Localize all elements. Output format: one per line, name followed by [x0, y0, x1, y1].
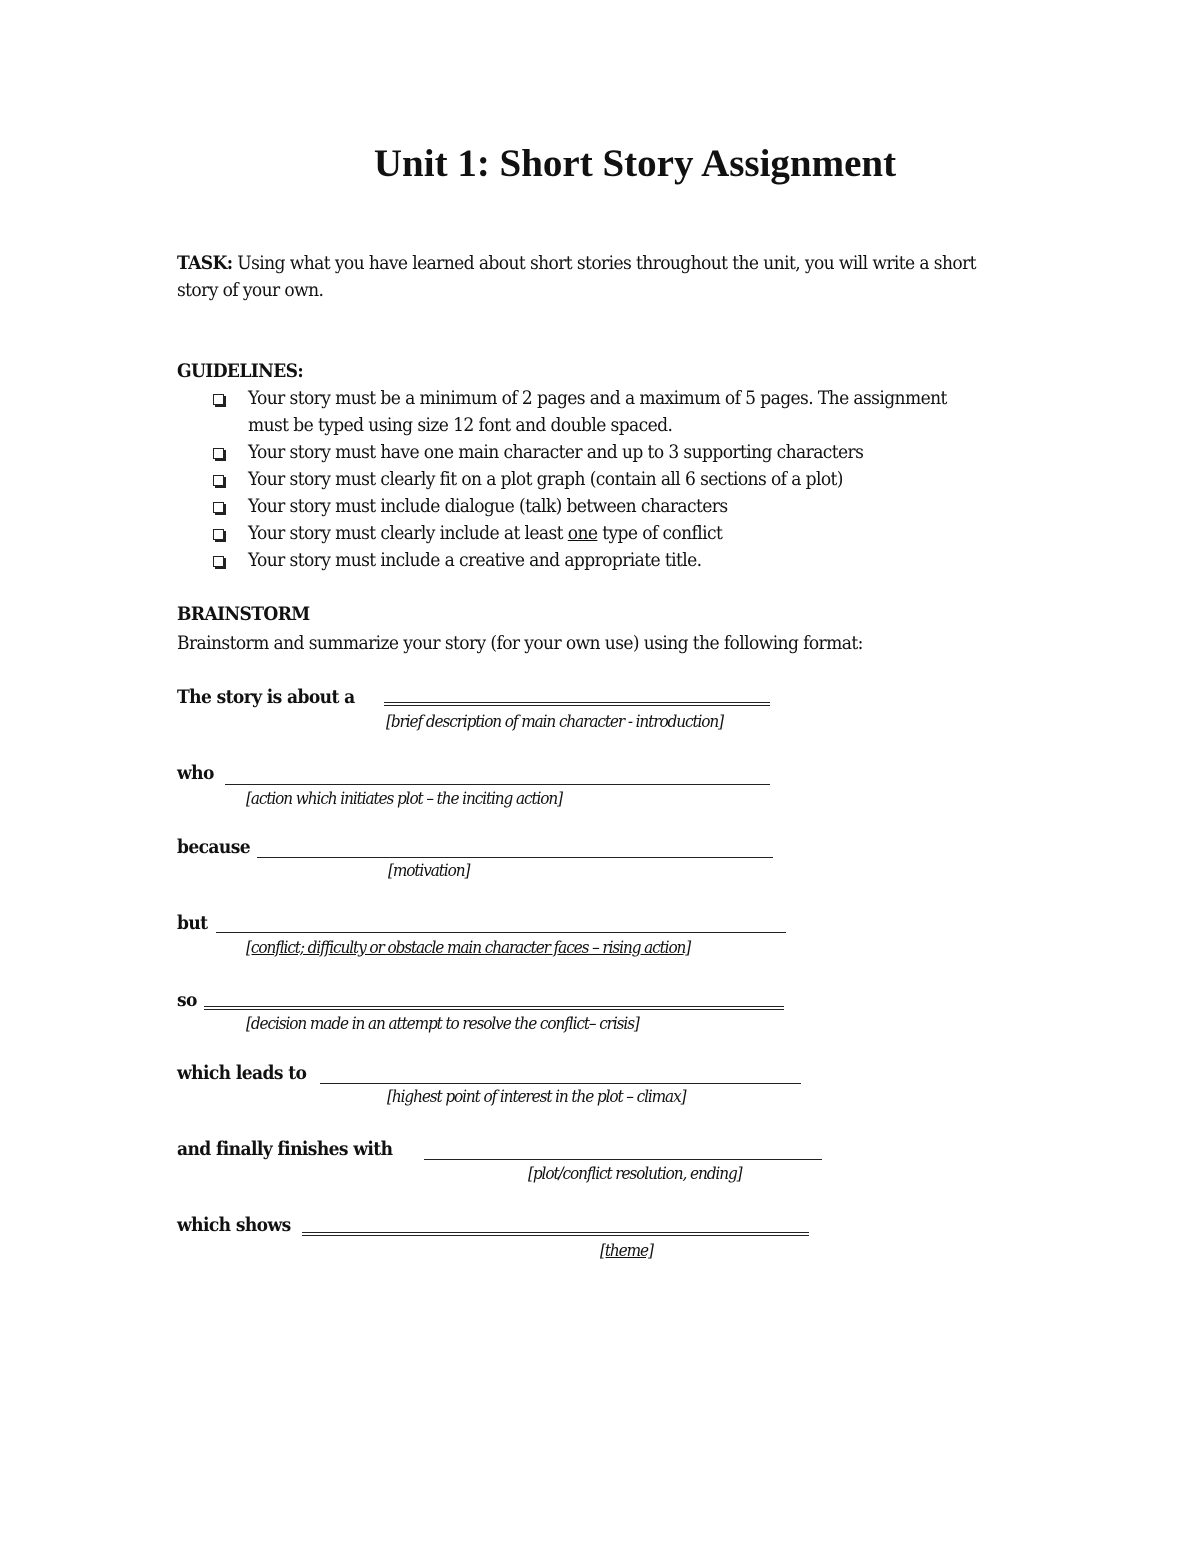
- task-text: Using what you have learned about short stories throughout the unit, you will write a short story of your own.: [177, 252, 976, 301]
- prompt-hint: [action which initiates plot – the inciting action]: [246, 789, 563, 809]
- prompt-hint: [highest point of interest in the plot – climax]: [387, 1087, 686, 1107]
- prompt-hint: [conflict; difficulty or obstacle main character faces – rising action]: [246, 938, 691, 958]
- prompt-hint: [theme]: [600, 1241, 653, 1261]
- prompt-label: but: [177, 912, 208, 934]
- checkbox-bullet-icon: [213, 502, 224, 513]
- checkbox-bullet-icon: [213, 448, 224, 459]
- prompt-label: who: [177, 762, 214, 784]
- answer-blank[interactable]: [302, 1232, 809, 1236]
- task-paragraph: [177, 250, 997, 304]
- answer-blank[interactable]: [320, 1083, 801, 1084]
- guideline-item: [212, 385, 992, 439]
- prompt-label: which leads to: [177, 1062, 307, 1084]
- guideline-text-after: type of conflict: [597, 522, 723, 544]
- guideline-text: Your story must clearly fit on a plot graph (contain all 6 sections of a plot): [248, 468, 843, 490]
- prompt-label: which shows: [177, 1214, 291, 1236]
- answer-blank[interactable]: [257, 857, 773, 858]
- prompt-hint: [plot/conflict resolution, ending]: [528, 1164, 742, 1184]
- guideline-text-before: Your story must clearly include at least: [248, 522, 568, 544]
- task-label: TASK:: [177, 252, 233, 274]
- guideline-text: Your story must have one main character and up to 3 supporting characters: [248, 441, 864, 463]
- guidelines-heading: GUIDELINES:: [177, 360, 304, 382]
- prompt-label: so: [177, 989, 197, 1011]
- brainstorm-heading: BRAINSTORM: [177, 603, 310, 625]
- answer-blank[interactable]: [225, 784, 770, 785]
- prompt-label: because: [177, 836, 251, 858]
- guidelines-list: [212, 385, 992, 574]
- guideline-item: [212, 520, 992, 547]
- prompt-hint: [motivation]: [388, 861, 470, 881]
- guideline-text: Your story must include a creative and appropriate title.: [248, 549, 702, 571]
- checkbox-bullet-icon: [213, 475, 224, 486]
- answer-blank[interactable]: [216, 932, 786, 933]
- prompt-label: The story is about a: [177, 686, 355, 708]
- guideline-item: [212, 493, 992, 520]
- guideline-item: [212, 547, 992, 574]
- answer-blank[interactable]: [204, 1006, 784, 1010]
- checkbox-bullet-icon: [213, 556, 224, 567]
- checkbox-bullet-icon: [213, 529, 224, 540]
- prompt-hint: [decision made in an attempt to resolve the conflict– crisis]: [246, 1014, 639, 1034]
- guideline-text: Your story must include dialogue (talk) between characters: [248, 495, 728, 517]
- prompt-label: and finally finishes with: [177, 1138, 393, 1160]
- brainstorm-intro: Brainstorm and summarize your story (for your own use) using the following format:: [177, 632, 863, 654]
- answer-blank[interactable]: [384, 702, 770, 706]
- answer-blank[interactable]: [424, 1159, 822, 1160]
- prompt-hint: [brief description of main character - introduction]: [386, 712, 724, 732]
- guideline-text: Your story must be a minimum of 2 pages and a maximum of 5 pages. The assignment must be typed using size 12 font and double spaced.: [248, 387, 947, 436]
- page-title: Unit 1: Short Story Assignment: [373, 142, 897, 185]
- checkbox-bullet-icon: [213, 394, 224, 405]
- guideline-item: [212, 466, 992, 493]
- guideline-item: [212, 439, 992, 466]
- guideline-underlined-word: one: [567, 522, 598, 544]
